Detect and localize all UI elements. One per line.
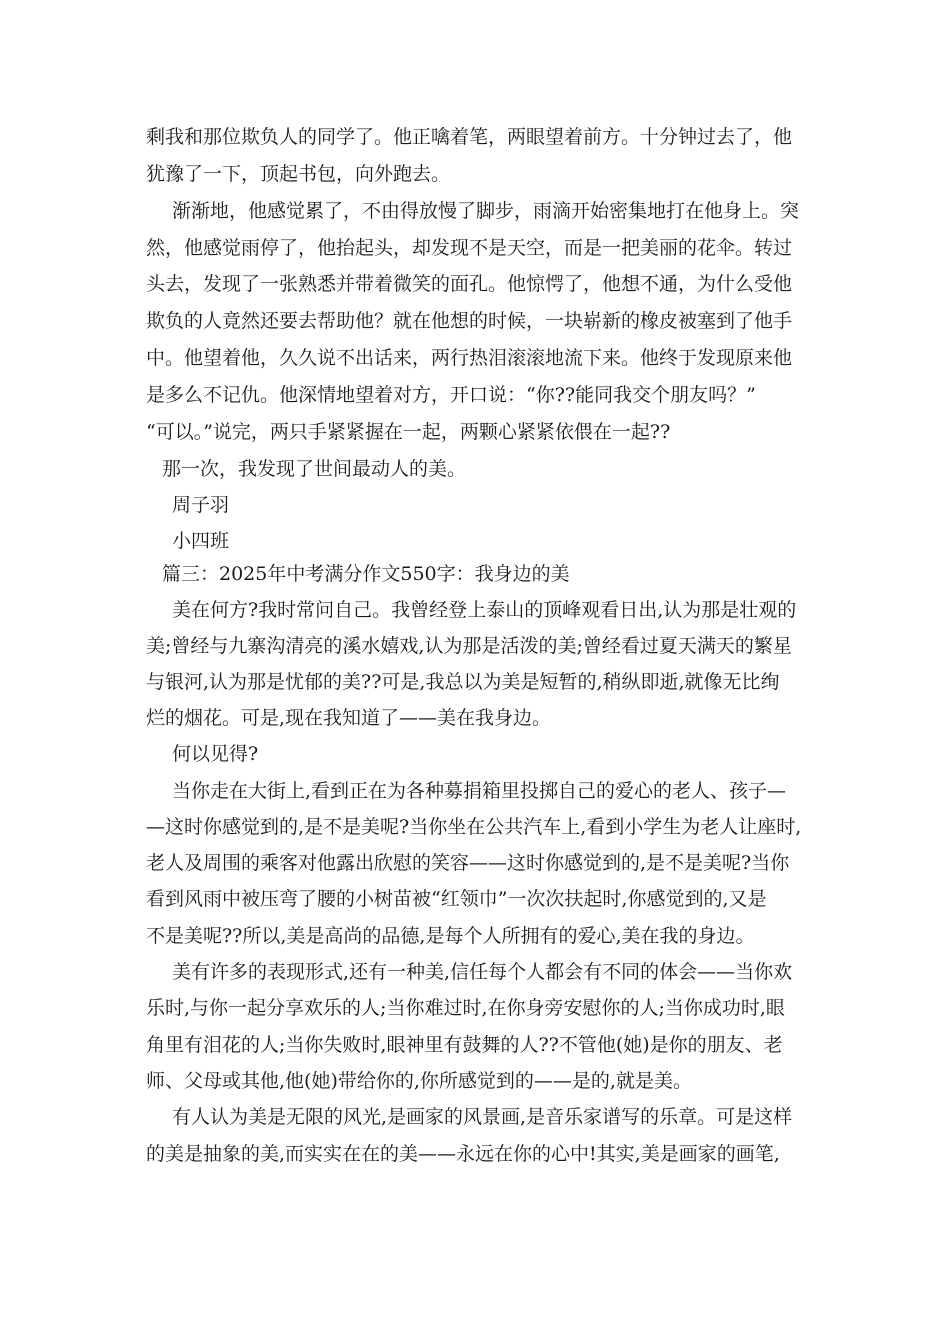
text-line: 何以见得? bbox=[172, 743, 259, 765]
section-heading: 篇三：2025年中考满分作文550字：我身边的美 bbox=[162, 563, 570, 585]
text-line: 欺负的人竟然还要去帮助他？就在他想的时候，一块崭新的橡皮被塞到了他手 bbox=[146, 310, 793, 332]
text-line: 中。他望着他，久久说不出话来，两行热泪滚滚地流下来。他终于发现原来他 bbox=[146, 347, 793, 369]
text-line: 老人及周围的乘客对他露出欣慰的笑容——这时你感觉到的,是不是美呢?当你 bbox=[146, 852, 790, 874]
text-line: “可以。”说完，两只手紧紧握在一起，两颗心紧紧依偎在一起?? bbox=[146, 421, 671, 443]
text-line: 然，他感觉雨停了，他抬起头，却发现不是天空，而是一把美丽的花伞。转过 bbox=[146, 237, 793, 259]
author-class: 小四班 bbox=[172, 530, 230, 552]
text-line: 犹豫了一下，顶起书包，向外跑去。 bbox=[146, 163, 451, 185]
text-line: 角里有泪花的人;当你失败时,眼神里有鼓舞的人??不管他(她)是你的朋友、老 bbox=[146, 1034, 783, 1056]
text-line: 当你走在大街上,看到正在为各种募捐箱里投掷自己的爱心的老人、孩子— bbox=[172, 780, 787, 802]
text-line: 剩我和那位欺负人的同学了。他正噙着笔，两眼望着前方。十分钟过去了，他 bbox=[146, 126, 793, 148]
text-line: 看到风雨中被压弯了腰的小树苗被“红领巾”一次次扶起时,你感觉到的,又是 bbox=[146, 888, 767, 910]
text-line: 头去，发现了一张熟悉并带着微笑的面孔。他惊愕了，他想不通，为什么受他 bbox=[146, 273, 793, 295]
text-line: 不是美呢??所以,美是高尚的品德,是每个人所拥有的爱心,美在我的身边。 bbox=[146, 925, 755, 947]
text-line: 烂的烟花。可是,现在我知道了——美在我身边。 bbox=[146, 707, 552, 729]
text-line: 那一次，我发现了世间最动人的美。 bbox=[162, 458, 467, 480]
text-line: 与银河,认为那是忧郁的美??可是,我总以为美是短暂的,稍纵即逝,就像无比绚 bbox=[146, 671, 780, 693]
text-line: 美;曾经与九寨沟清亮的溪水嬉戏,认为那是活泼的美;曾经看过夏天满天的繁星 bbox=[146, 635, 792, 657]
text-line: 是多么不记仇。他深情地望着对方，开口说：“你??能同我交个朋友吗？” bbox=[146, 384, 756, 406]
text-line: 渐渐地，他感觉累了，不由得放慢了脚步，雨滴开始密集地打在他身上。突 bbox=[172, 200, 800, 222]
author-name: 周子羽 bbox=[172, 494, 230, 516]
text-line: 乐时,与你一起分享欢乐的人;当你难过时,在你身旁安慰你的人;当你成功时,眼 bbox=[146, 997, 785, 1019]
text-line: 美有许多的表现形式,还有一种美,信任每个人都会有不同的体会——当你欢 bbox=[172, 961, 793, 983]
text-line: 师、父母或其他,他(她)带给你的,你所感觉到的——是的,就是美。 bbox=[146, 1070, 692, 1092]
text-line: 的美是抽象的美,而实实在在的美——永远在你的心中!其实,美是画家的画笔, bbox=[146, 1143, 780, 1165]
text-line: 有人认为美是无限的风光,是画家的风景画,是音乐家谱写的乐章。可是这样 bbox=[172, 1106, 793, 1128]
text-line: 美在何方?我时常问自己。我曾经登上泰山的顶峰观看日出,认为那是壮观的 bbox=[172, 599, 797, 621]
text-line: —这时你感觉到的,是不是美呢?当你坐在公共汽车上,看到小学生为老人让座时, bbox=[146, 816, 802, 838]
